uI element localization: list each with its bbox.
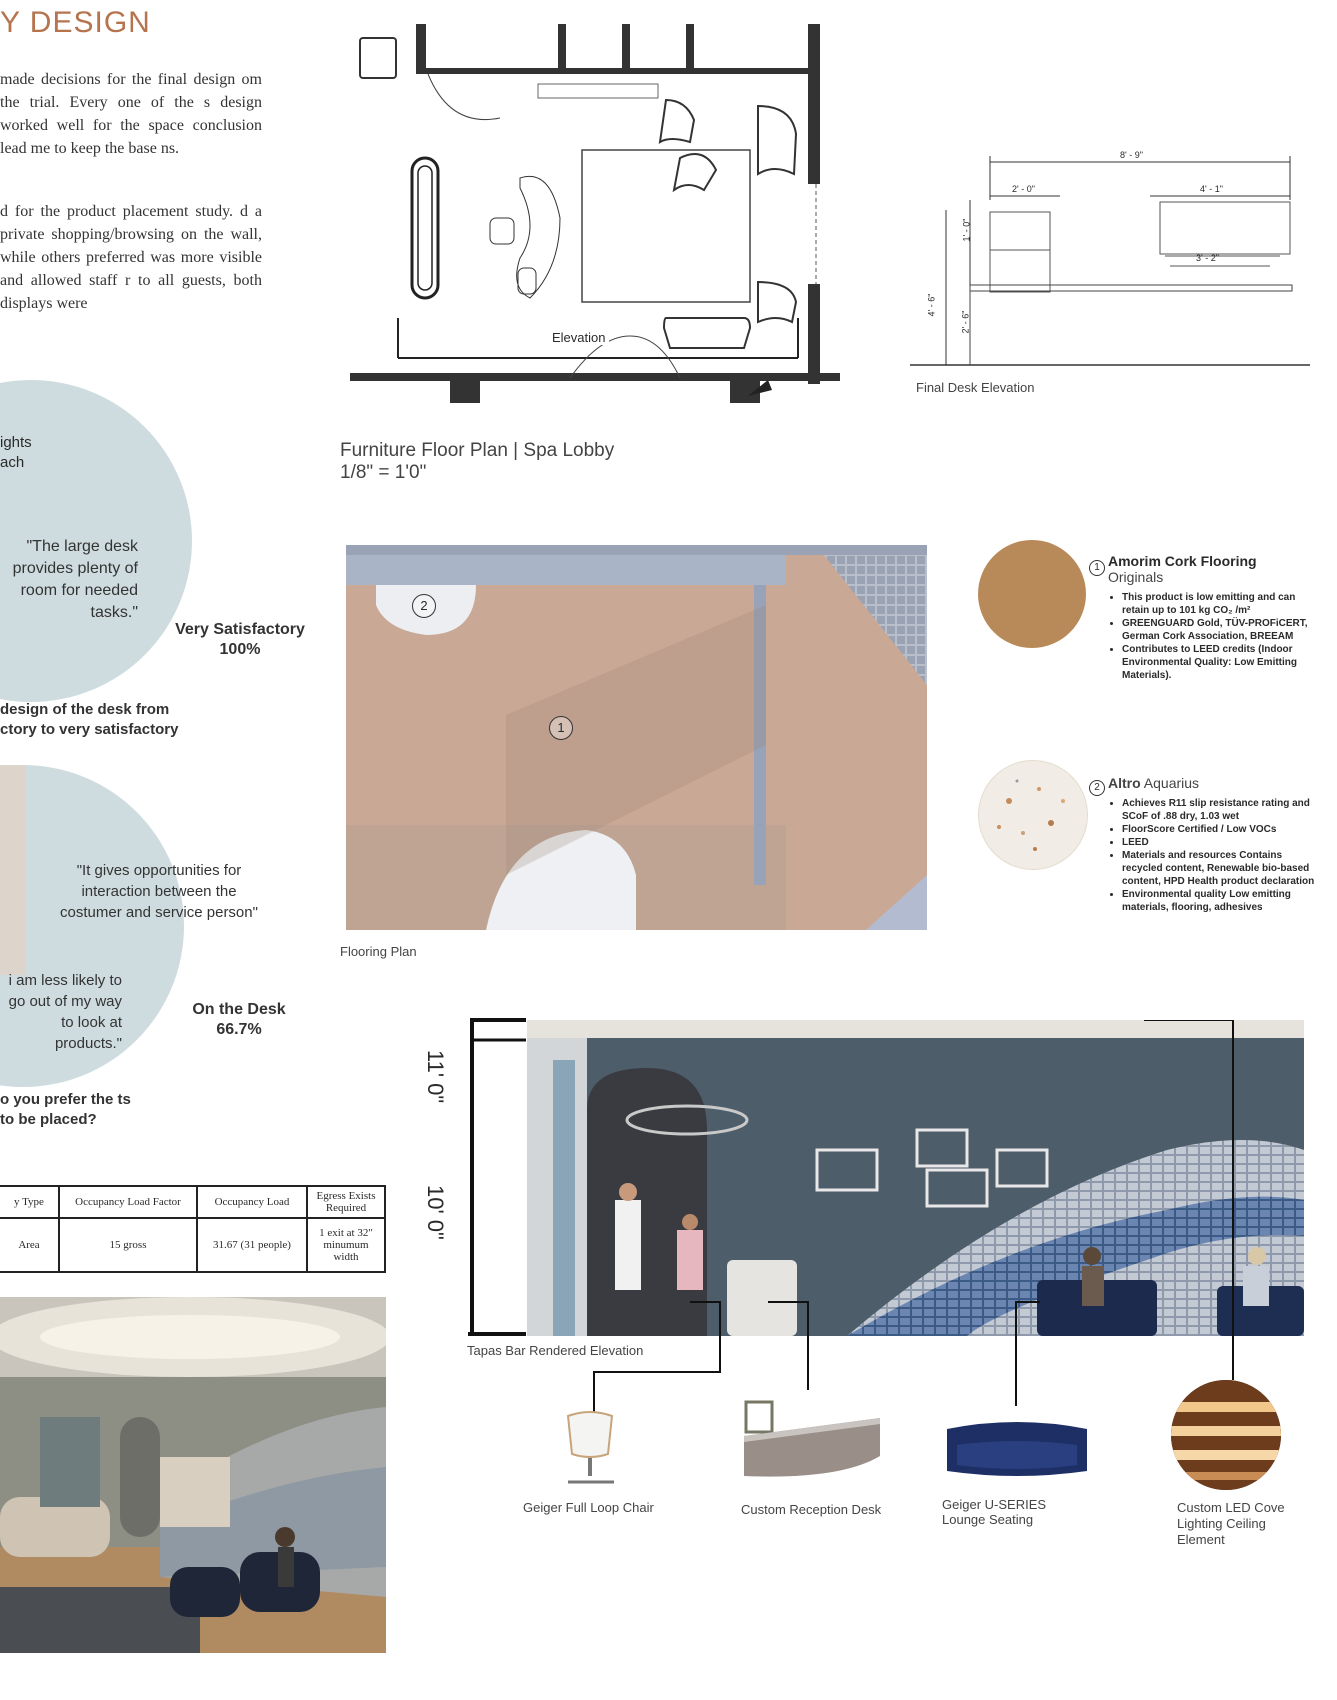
material-2-card — [1108, 775, 1318, 914]
lounge-seating-image — [943, 1415, 1091, 1485]
material-1-name: Amorim Cork Flooring — [1108, 553, 1257, 569]
table-header-cell: Occupancy Load — [197, 1186, 307, 1218]
table-cell: Area — [0, 1218, 59, 1272]
flooring-marker-2: 2 — [412, 594, 436, 618]
list-item: • Materials and resources Contains recycled content, Renewable bio-based content, HPD Health product declaration — [1122, 849, 1318, 888]
cork-swatch — [978, 540, 1086, 648]
intro-paragraph-1: made decisions for the final design om the trial. Every one of the s design worked well for the space conclusion lead me to keep the base ns. — [0, 71, 262, 157]
leader-lines — [590, 1020, 1250, 1450]
dim-left-width: 2' - 0" — [1012, 184, 1035, 194]
dim-right-width: 4' - 1" — [1200, 184, 1223, 194]
table-cell: 31.67 (31 people) — [197, 1218, 307, 1272]
dim-inner-width: 3' - 2" — [1196, 253, 1219, 263]
list-item: • FloorScore Certified / Low VOCs — [1122, 823, 1318, 836]
furniture-label-4: Custom LED Cove Lighting Ceiling Element — [1177, 1500, 1285, 1547]
desk-elevation-drawing — [910, 140, 1315, 380]
material-1-sub: Originals — [1108, 569, 1164, 585]
table-header-row — [0, 1186, 385, 1218]
tapas-dim-upper: 11' 0" — [423, 1050, 448, 1104]
list-item: • Environmental quality Low emitting materials, flooring, adhesives — [1122, 888, 1318, 914]
survey-2-question: o you prefer the ts to be placed? — [0, 1091, 131, 1128]
survey-1-side-text: ights ach — [0, 434, 32, 471]
furniture-label-1: Geiger Full Loop Chair — [523, 1500, 654, 1515]
reception-desk-image — [740, 1400, 885, 1480]
survey-1-stat-value: 100% — [219, 641, 261, 658]
desk-elevation-caption: Final Desk Elevation — [916, 380, 1035, 395]
intro-paragraph-2: d for the product placement study. d a private shopping/browsing on the wall, while others preferred was more visible and allowed staff r to all guests, both displays were — [0, 203, 262, 312]
survey-2-stat — [184, 1000, 294, 1040]
survey-1-question: design of the desk from ctory to very satisfactory — [0, 701, 179, 738]
survey-2-pie-slice — [0, 765, 26, 975]
furniture-label-2: Custom Reception Desk — [741, 1502, 882, 1517]
material-1-card — [1108, 553, 1318, 682]
material-1-num: 1 — [1089, 560, 1105, 576]
list-item: • Contributes to LEED credits (Indoor Environmental Quality: Low Emitting Materials). — [1122, 643, 1318, 682]
material-2-name: Altro — [1108, 775, 1141, 791]
list-item: • GREENGUARD Gold, TÜV-PROFiCERT, German Cork Association, BREEAM — [1122, 617, 1318, 643]
survey-1-stat — [170, 620, 310, 660]
dim-total-height: 4' - 6" — [926, 293, 937, 317]
lobby-render-image — [0, 1297, 386, 1653]
tapas-dim-lower: 10' 0" — [423, 1185, 448, 1240]
table-row — [0, 1218, 385, 1272]
survey-1-quote: "The large desk provides plenty of room for needed tasks." — [12, 538, 138, 621]
list-item: • This product is low emitting and can retain up to 101 kg CO₂ /m² — [1122, 591, 1318, 617]
furniture-label-3: Geiger U-SERIES Lounge Seating — [942, 1497, 1047, 1527]
tapas-height-dimension — [468, 1018, 526, 1338]
table-header-cell: Egress Exists Required — [307, 1186, 385, 1218]
terrazzo-swatch — [978, 760, 1088, 870]
page-title: Y DESIGN — [0, 6, 151, 39]
survey-2-stat-label: On the Desk — [192, 1001, 286, 1018]
material-2-num: 2 — [1089, 780, 1105, 796]
list-item: • Achieves R11 slip resistance rating and SCoF of .88 dry, 1.03 wet — [1122, 797, 1318, 823]
cove-lighting-image — [1171, 1380, 1281, 1490]
dim-lower-height: 2' - 6" — [960, 310, 971, 334]
survey-2-quote-a: "It gives opportunities for interaction between the costumer and service person" — [60, 862, 258, 921]
tapas-caption: Tapas Bar Rendered Elevation — [467, 1343, 644, 1358]
floor-plan-scale: 1/8" = 1'0" — [340, 462, 427, 483]
dim-total-width: 8' - 9" — [1120, 150, 1143, 160]
survey-1-stat-label: Very Satisfactory — [175, 621, 305, 638]
occupancy-table — [0, 1185, 386, 1273]
material-2-bullets — [1108, 797, 1318, 914]
material-2-name-rest: Aquarius — [1140, 775, 1200, 791]
flooring-marker-1: 1 — [549, 716, 573, 740]
survey-2-stat-value: 66.7% — [216, 1021, 262, 1038]
survey-2-quote-b: i am less likely to go out of my way to look at products." — [8, 972, 122, 1052]
table-header-cell: y Type — [0, 1186, 59, 1218]
floor-plan-elevation-label: Elevation — [548, 330, 609, 345]
table-cell: 15 gross — [59, 1218, 197, 1272]
flooring-plan-caption: Flooring Plan — [340, 944, 417, 959]
material-1-bullets — [1108, 591, 1318, 682]
floor-plan-title: Furniture Floor Plan | Spa Lobby — [340, 440, 615, 461]
table-header-cell: Occupancy Load Factor — [59, 1186, 197, 1218]
furniture-floor-plan — [350, 18, 870, 418]
list-item: • LEED — [1122, 836, 1318, 849]
dim-upper-height: 1' - 0" — [961, 218, 972, 242]
table-cell: 1 exit at 32" minumum width — [307, 1218, 385, 1272]
chair-image — [558, 1408, 624, 1488]
